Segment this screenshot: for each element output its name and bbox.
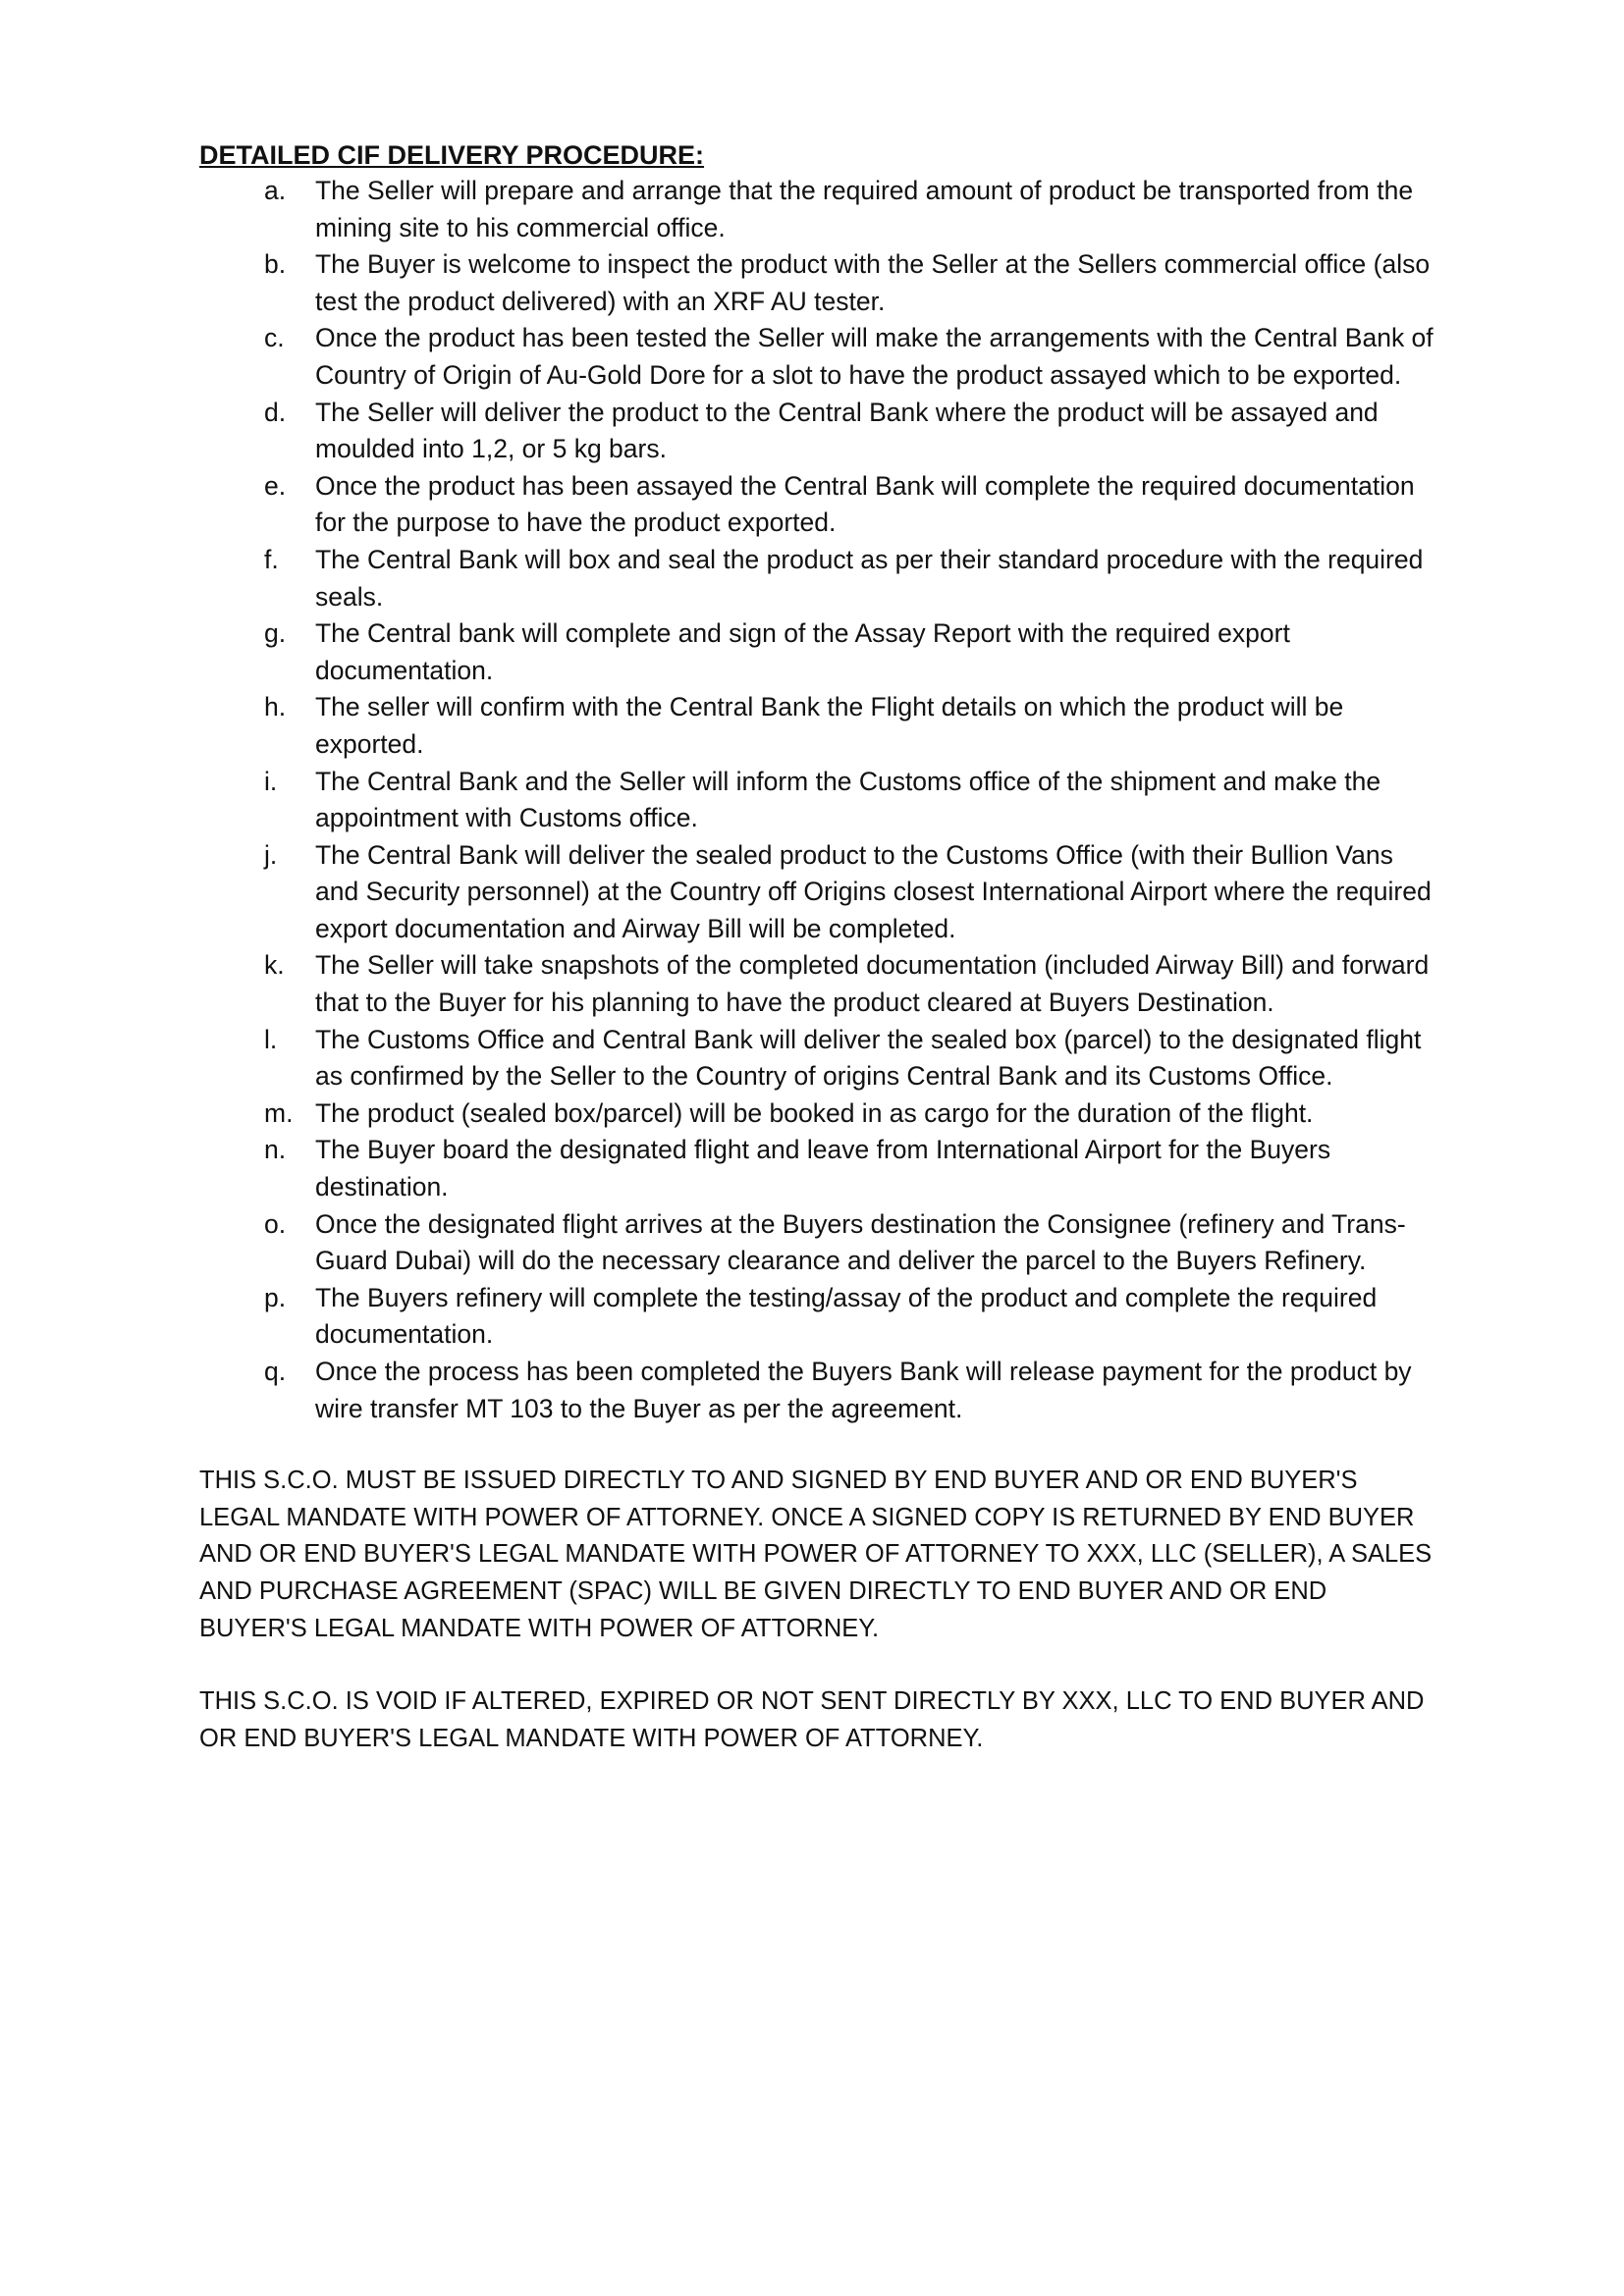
- step-letter: g.: [264, 618, 287, 649]
- step-letter: h.: [264, 692, 287, 722]
- step-letter: b.: [264, 249, 287, 280]
- step-letter: i.: [264, 766, 278, 796]
- step-letter: c.: [264, 323, 285, 353]
- procedure-step-m: [199, 1095, 1438, 1133]
- step-text: Once the process has been completed the Buyers Bank will release payment for the product by wire transfer MT 103 to the Buyer as per the agreement.: [315, 1357, 1412, 1423]
- procedure-step-d: [199, 395, 1438, 468]
- step-letter: p.: [264, 1282, 287, 1312]
- document-content: [199, 137, 1438, 1757]
- procedure-step-a: [199, 173, 1438, 246]
- step-letter: m.: [264, 1097, 294, 1128]
- step-text: The Seller will deliver the product to the Central Bank where the product will be assayed and moulded into 1,2, or 5 kg bars.: [315, 397, 1379, 464]
- sco-void-notice: THIS S.C.O. IS VOID IF ALTERED, EXPIRED OR NOT SENT DIRECTLY BY XXX, LLC TO END BUYER AND OR END BUYER'S LEGAL MANDATE WITH POWER OF ATTORNEY.: [199, 1687, 1425, 1752]
- procedure-step-h: [199, 689, 1438, 763]
- procedure-step-n: [199, 1132, 1438, 1205]
- step-letter: k.: [264, 950, 285, 981]
- step-letter: e.: [264, 470, 287, 501]
- step-text: Once the product has been assayed the Central Bank will complete the required documentation for the purpose to have the product exported.: [315, 470, 1415, 538]
- procedure-step-c: [199, 320, 1438, 394]
- step-text: The Seller will take snapshots of the completed documentation (included Airway Bill) and forward that to the Buyer for his planning to have the product cleared at Buyers Destination.: [315, 950, 1430, 1018]
- procedure-step-g: [199, 615, 1438, 689]
- procedure-step-o: [199, 1206, 1438, 1280]
- step-text: The Central Bank will deliver the sealed product to the Customs Office (with their Bullion Vans and Security personnel) at the Country off Origins closest International Airport where the required export documentation and Airway Bill will be completed.: [315, 839, 1432, 943]
- procedure-step-q: [199, 1354, 1438, 1427]
- procedure-step-f: [199, 542, 1438, 615]
- step-letter: q.: [264, 1357, 287, 1386]
- procedure-step-j: [199, 837, 1438, 948]
- sco-issuance-notice: THIS S.C.O. MUST BE ISSUED DIRECTLY TO AND SIGNED BY END BUYER AND OR END BUYER'S LEGAL MANDATE WITH POWER OF ATTORNEY. ONCE A SIGNED COPY IS RETURNED BY END BUYER AND OR END BUYER'S LEGAL MANDATE WITH POWER OF ATTORNEY TO XXX, LLC (SELLER), A SALES AND PURCHASE AGREEMENT (SPAC) WILL BE GIVEN DIRECTLY TO END BUYER AND OR END BUYER'S LEGAL MANDATE WITH POWER OF ATTORNEY.: [199, 1467, 1433, 1642]
- procedure-step-i: [199, 764, 1438, 837]
- step-text: Once the product has been tested the Seller will make the arrangements with the Central Bank of Country of Origin of Au-Gold Dore for a slot to have the product assayed which to be exported.: [315, 323, 1434, 390]
- procedure-step-e: [199, 468, 1438, 542]
- step-letter: f.: [264, 544, 279, 574]
- step-letter: o.: [264, 1208, 287, 1239]
- step-text: The Customs Office and Central Bank will deliver the sealed box (parcel) to the designated flight as confirmed by the Seller to the Country of origins Central Bank and its Customs Office.: [315, 1024, 1422, 1092]
- step-text: The Seller will prepare and arrange that the required amount of product be transported from the mining site to his commercial office.: [315, 176, 1414, 242]
- procedure-step-p: [199, 1280, 1438, 1354]
- procedure-heading: DETAILED CIF DELIVERY PROCEDURE:: [199, 140, 705, 170]
- procedure-step-k: [199, 947, 1438, 1021]
- step-text: The seller will confirm with the Central Bank the Flight details on which the product will be exported.: [315, 692, 1344, 759]
- step-text: Once the designated flight arrives at the Buyers destination the Consignee (refinery and Trans-Guard Dubai) will do the necessary clearance and deliver the parcel to the Buyers Refinery.: [315, 1208, 1406, 1276]
- step-letter: j.: [264, 839, 278, 870]
- procedure-step-l: [199, 1022, 1438, 1095]
- step-letter: l.: [264, 1024, 278, 1054]
- step-text: The Central Bank and the Seller will inform the Customs office of the shipment and make the appointment with Customs office.: [315, 766, 1381, 833]
- step-text: The Buyers refinery will complete the testing/assay of the product and complete the required documentation.: [315, 1282, 1378, 1350]
- procedure-step-b: [199, 246, 1438, 320]
- step-text: The Buyer is welcome to inspect the product with the Seller at the Sellers commercial office (also test the product delivered) with an XRF AU tester.: [315, 249, 1431, 316]
- step-text: The Buyer board the designated flight and leave from International Airport for the Buyers destination.: [315, 1135, 1331, 1202]
- step-text: The Central Bank will box and seal the product as per their standard procedure with the required seals.: [315, 544, 1424, 612]
- step-letter: n.: [264, 1135, 287, 1165]
- step-text: The product (sealed box/parcel) will be booked in as cargo for the duration of the flight.: [315, 1097, 1314, 1128]
- procedure-steps-list: [199, 173, 1438, 1427]
- step-letter: a.: [264, 176, 287, 205]
- step-text: The Central bank will complete and sign of the Assay Report with the required export documentation.: [315, 618, 1290, 685]
- step-letter: d.: [264, 397, 287, 427]
